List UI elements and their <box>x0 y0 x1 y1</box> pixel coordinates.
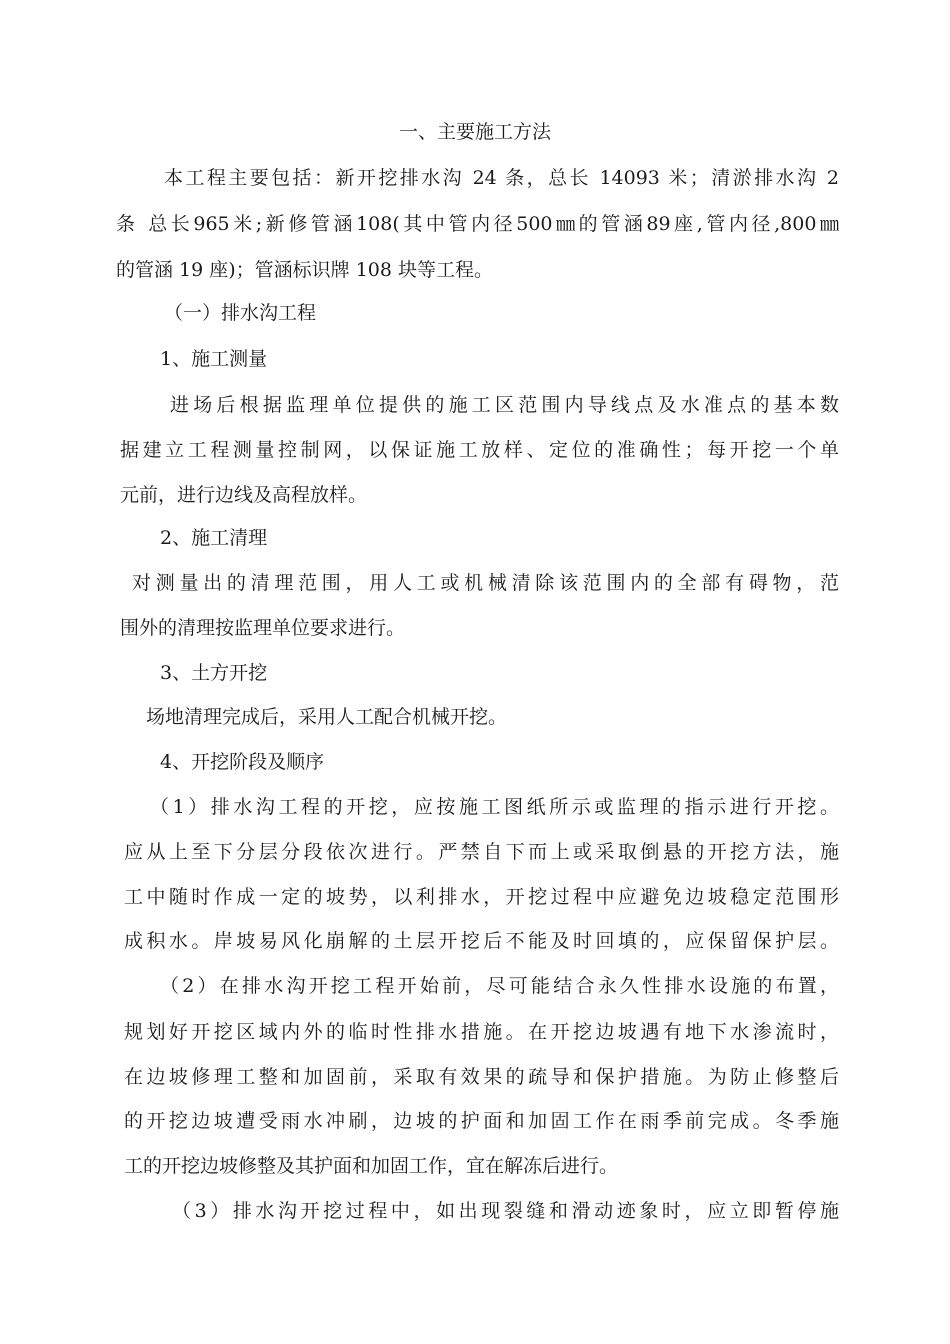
section-heading-drainage: （一）排水沟工程 <box>164 302 317 324</box>
sequence-p1-line-2: 应从上至下分层分段依次进行。严禁自下而上或采取倒悬的开挖方法，施 <box>124 841 839 863</box>
item-heading-excavation: 3、土方开挖 <box>160 662 268 684</box>
sequence-p2-line-5: 工的开挖边坡修整及其护面和加固工作，宜在解冻后进行。 <box>124 1155 619 1177</box>
sequence-p2-line-4: 的开挖边坡遭受雨水冲刷，边坡的护面和加固工作在雨季前完成。冬季施 <box>124 1110 839 1132</box>
intro-line-2: 条 总长965米;新修管涵108(其中管内径500㎜的管涵89座,管内径,800㎜ <box>116 213 839 235</box>
sequence-p1-line-4: 成积水。岸坡易风化崩解的土层开挖后不能及时回填的，应保留保护层。 <box>124 930 839 952</box>
sequence-p2-line-1: （2）在排水沟开挖工程开始前，尽可能结合永久性排水设施的布置， <box>160 975 839 997</box>
excavation-line-1: 场地清理完成后，采用人工配合机械开挖。 <box>146 706 508 728</box>
intro-line-1: 本工程主要包括：新开挖排水沟 24 条，总长 14093 米；清淤排水沟 2 <box>164 167 839 189</box>
sequence-p3-line-1: （3）排水沟开挖过程中，如出现裂缝和滑动迹象时，应立即暂停施 <box>172 1200 839 1222</box>
sequence-p1-line-3: 工中随时作成一定的坡势，以利排水，开挖过程中应避免边坡稳定范围形 <box>124 886 839 908</box>
sequence-p2-line-3: 在边坡修理工整和加固前，采取有效果的疏导和保护措施。为防止修整后 <box>124 1066 839 1088</box>
survey-line-3: 元前，进行边线及高程放样。 <box>120 484 368 506</box>
clearing-line-1: 对测量出的清理范围，用人工或机械清除该范围内的全部有碍物，范 <box>132 572 839 594</box>
item-heading-sequence: 4、开挖阶段及顺序 <box>160 751 325 773</box>
sequence-p1-line-1: （1）排水沟工程的开挖，应按施工图纸所示或监理的指示进行开挖。 <box>150 796 839 818</box>
clearing-line-2: 围外的清理按监理单位要求进行。 <box>120 617 406 639</box>
survey-line-2: 据建立工程测量控制网，以保证施工放样、定位的准确性；每开挖一个单 <box>120 439 839 461</box>
item-heading-clearing: 2、施工清理 <box>160 527 268 549</box>
survey-line-1: 进场后根据监理单位提供的施工区范围内导线点及水准点的基本数 <box>170 394 839 416</box>
sequence-p2-line-2: 规划好开挖区域内外的临时性排水措施。在开挖边坡遇有地下水渗流时， <box>124 1021 839 1043</box>
intro-line-3: 的管涵 19 座)；管涵标识牌 108 块等工程。 <box>116 259 494 281</box>
page-title: 一、主要施工方法 <box>398 121 551 143</box>
item-heading-survey: 1、施工测量 <box>160 348 268 370</box>
